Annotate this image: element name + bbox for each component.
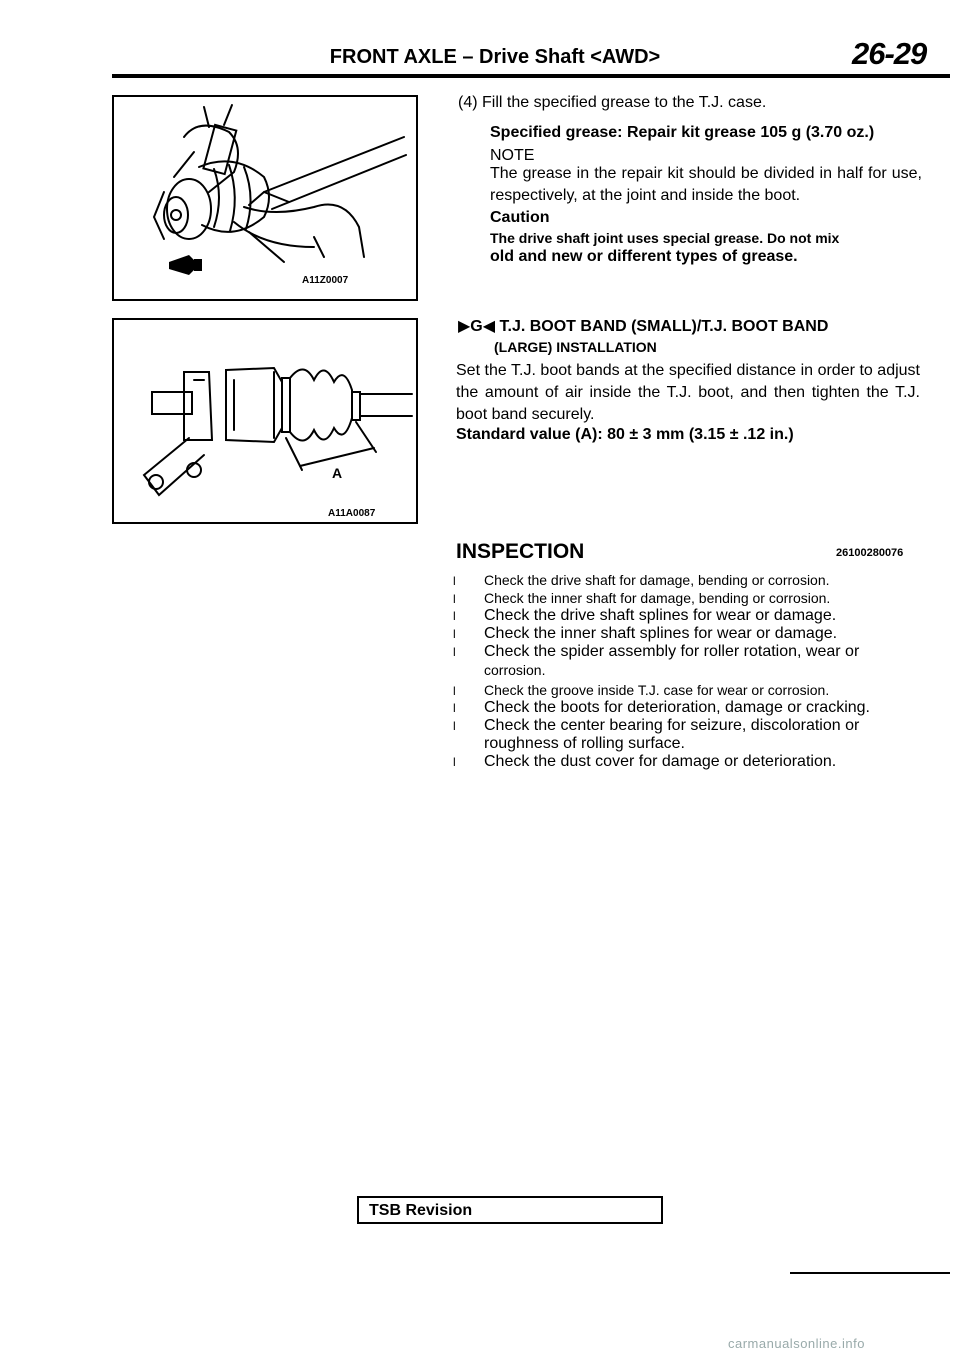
list-item: l Check the dust cover for damage or deterioration. [453, 753, 837, 770]
install-standard: Standard value (A): 80 ± 3 mm (3.15 ± .12 in.) [456, 426, 794, 443]
header-rule [112, 74, 950, 78]
install-heading-line2: (LARGE) INSTALLATION [494, 339, 657, 355]
grease-fill-illustration [114, 97, 416, 299]
bullet-icon: l [453, 574, 456, 588]
bullet-icon: l [453, 609, 456, 623]
bullet-icon: l [453, 701, 456, 715]
note-label: NOTE [490, 147, 535, 164]
list-item-continuation: roughness of rolling surface. [484, 735, 685, 752]
list-item: l Check the center bearing for seizure, discoloration or [453, 717, 860, 734]
bullet-icon: l [453, 755, 456, 769]
note-text: The grease in the repair kit should be divided in half for use, respectively, at the joint and inside the boot. [490, 165, 922, 204]
list-item: l Check the drive shaft splines for wear or damage. [453, 607, 837, 624]
list-item: l Check the drive shaft for damage, bending or corrosion. [453, 570, 921, 591]
watermark: carmanualsonline.info [728, 1336, 865, 1351]
tsb-rule [357, 1222, 663, 1224]
figure-grease-fill [112, 95, 418, 301]
list-item: l Check the spider assembly for roller rotation, wear or [453, 643, 860, 660]
caution-label: Caution [490, 209, 550, 226]
inspection-code: 26100280076 [836, 547, 904, 559]
bullet-icon: l [453, 684, 456, 698]
figure-boot-band-distance [112, 318, 418, 524]
figure-code: A11A0087 [328, 508, 376, 519]
tsb-revision-box: TSB Revision [357, 1196, 663, 1222]
bullet-icon: l [453, 645, 456, 659]
footer-rule [790, 1272, 950, 1274]
list-item: l Check the inner shaft for damage, bending or corrosion. [453, 588, 921, 609]
inspection-heading: INSPECTION [456, 540, 585, 563]
list-item: l Check the groove inside T.J. case for wear or corrosion. [453, 680, 921, 701]
install-heading-line1: ▶G◀ T.J. BOOT BAND (SMALL)/T.J. BOOT BAND [458, 318, 829, 335]
bullet-icon: l [453, 592, 456, 606]
caution-line1: The drive shaft joint uses special grease. Do not mix [490, 230, 840, 246]
figure-code: A11Z0007 [302, 275, 349, 286]
step4-instruction: (4) Fill the specified grease to the T.J. case. [458, 94, 767, 111]
bullet-icon: l [453, 719, 456, 733]
bullet-icon: l [453, 627, 456, 641]
caution-line2: old and new or different types of grease. [490, 248, 798, 265]
dimension-label: A [332, 465, 343, 481]
step4-spec: Specified grease: Repair kit grease 105 g (3.70 oz.) [490, 124, 875, 141]
boot-band-illustration [114, 320, 416, 522]
page-number: 26-29 [852, 36, 927, 71]
page-title: FRONT AXLE – Drive Shaft <AWD> [329, 46, 661, 68]
list-item: l Check the inner shaft splines for wear or damage. [453, 625, 838, 642]
install-body: Set the T.J. boot bands at the specified distance in order to adjust the amount of air inside the T.J. boot, and then tighten the T.J. boot band securely. [456, 362, 920, 423]
list-item: l Check the boots for deterioration, damage or cracking. [453, 699, 870, 716]
list-item-continuation: corrosion. [484, 662, 546, 678]
